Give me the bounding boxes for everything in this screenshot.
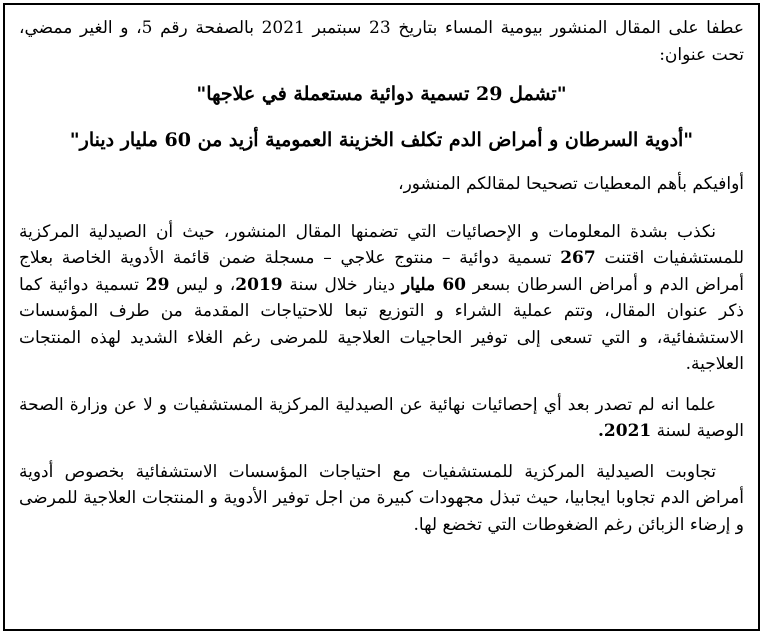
article-title-2: "أدوية السرطان و أمراض الدم تكلف الخزينة العمومية أزيد من 60 مليار دينار" — [69, 129, 694, 151]
para1-text-5: تسمية دوائية كما ذكر عنوان المقال، وتتم عملية الشراء و التوزيع تبعا للاحتياجات المقدمة من طرف المؤسسات الاستشفائية، و التي تسعى إلى توفير الحاجيات العلاجية للمرضى رغم الغلاء الشديد لهذه المنتجات العلاجية. — [19, 274, 744, 374]
para2-year: 2021. — [597, 421, 652, 441]
para1-amount: 60 مليار — [401, 274, 467, 295]
para1-year: 2019 — [235, 274, 283, 295]
para1-text-2: تسمية دوائية – منتوج علاجي – مسجلة ضمن قائمة الأدوية الخاصة بعلاج أمراض الدم و أمراض السرطان بسعر — [19, 248, 745, 295]
document-body — [5, 5, 758, 538]
statistics-paragraph — [19, 392, 744, 445]
document-frame — [3, 3, 760, 631]
para1-count-267: 267 — [560, 248, 596, 268]
para1-text-1: نكذب بشدة المعلومات و الإحصائيات التي تضمنها المقال المنشور، حيث أن الصيدلية المركزية للمستشفيات اقتنت — [19, 221, 744, 268]
para1-text-3: دينار خلال سنة — [289, 274, 396, 295]
article-title-1: "تشمل 29 تسمية دوائية مستعملة في علاجها" — [196, 83, 567, 105]
response-paragraph: تجاوبت الصيدلية المركزية للمستشفيات مع احتياجات المؤسسات الاستشفائية بخصوص أدوية أمراض الدم تجاوبا ايجابيا، حيث تبذل مجهودات كبيرة من اجل توفير الأدوية و المنتجات العلاجية للمرضى و إرضاء الزبائن رغم الضغوطات التي تخضع لها. — [19, 461, 744, 535]
salutation-line: أوافيكم بأهم المعطيات تصحيحا لمقالكم المنشور، — [398, 174, 744, 194]
correction-paragraph — [19, 219, 744, 378]
intro-paragraph: عطفا على المقال المنشور بيومية المساء بتاريخ 23 سبتمبر 2021 بالصفحة رقم 5، و الغير ممضي، تحت عنوان: — [19, 18, 745, 65]
para2-text: علما انه لم تصدر بعد أي إحصائيات نهائية عن الصيدلية المركزية المستشفيات و لا عن وزارة الصحة الوصية لسنة — [19, 394, 744, 441]
para1-text-4: ، و ليس — [176, 274, 236, 295]
para1-count-29: 29 — [145, 274, 170, 295]
